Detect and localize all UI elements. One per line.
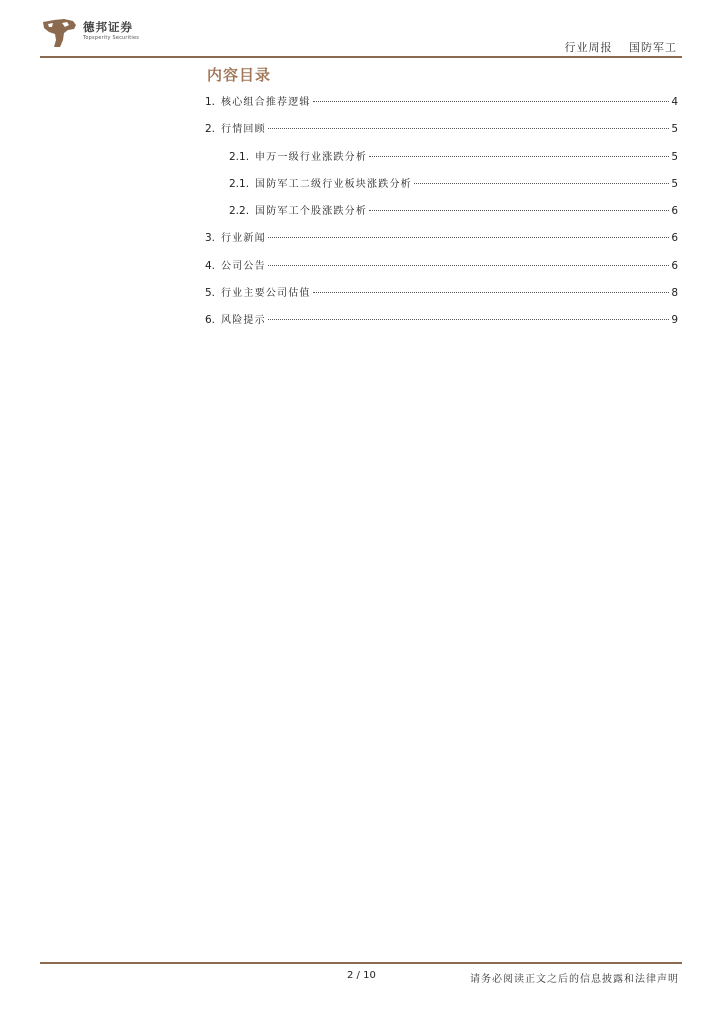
toc-entry-title: 公司公告: [221, 260, 266, 272]
deer-logo-icon: [40, 18, 78, 48]
toc-dot-leader: [268, 265, 669, 266]
toc-entry-number: 1.: [205, 96, 216, 108]
toc-subentry[interactable]: [205, 175, 678, 202]
logo-english-name: Topsperity Securities: [83, 35, 140, 41]
toc-entry-title: 行业主要公司估值: [221, 288, 311, 300]
toc-entry-page: 5: [671, 150, 678, 163]
report-sector: 国防军工: [629, 41, 677, 54]
toc-dot-leader: [369, 156, 669, 157]
toc-entry-title: 国防军工二级行业板块涨跌分析: [255, 178, 412, 190]
toc-title: 内容目录: [207, 66, 272, 84]
toc-entry-title: 申万一级行业涨跌分析: [255, 151, 368, 163]
toc-dot-leader: [313, 101, 670, 102]
report-type: 行业周报: [564, 41, 613, 54]
toc-dot-leader: [268, 128, 669, 129]
toc-entry[interactable]: [205, 284, 678, 311]
toc-subentry[interactable]: [205, 148, 678, 175]
toc-entry-number: 2.: [205, 123, 216, 136]
toc-entry-page: 6: [671, 232, 678, 245]
toc-entry-page: 6: [671, 259, 678, 272]
toc-entry-page: 4: [671, 96, 678, 108]
toc-dot-leader: [414, 183, 669, 184]
page-number: 2 / 10: [347, 970, 376, 981]
toc-entry-page: 5: [671, 177, 678, 190]
toc-entry-number: 2.1.: [229, 150, 250, 163]
toc-entry-title: 行业新闻: [221, 233, 266, 245]
toc-entry[interactable]: [205, 311, 678, 338]
disclaimer-note: 请务必阅读正文之后的信息披露和法律声明: [470, 974, 679, 985]
toc-dot-leader: [268, 319, 669, 320]
toc-entry-title: 行情回顾: [221, 124, 266, 136]
toc-entry-number: 2.2.: [229, 205, 250, 218]
toc-dot-leader: [268, 237, 669, 238]
toc-entry-number: 4.: [205, 259, 216, 272]
company-logo: [40, 18, 180, 50]
toc-dot-leader: [313, 292, 670, 293]
toc-entry-number: 3.: [205, 232, 216, 245]
toc-entry[interactable]: [205, 229, 678, 256]
toc-entry[interactable]: [205, 93, 678, 120]
toc-entry-number: 5.: [205, 287, 216, 300]
toc-entry-page: 9: [671, 314, 678, 327]
logo-chinese-name: 德邦证券: [83, 20, 133, 34]
header-divider: [40, 56, 682, 58]
toc-entry-number: 6.: [205, 314, 216, 327]
toc-entry[interactable]: [205, 120, 678, 147]
toc-subentry[interactable]: [205, 202, 678, 229]
toc-entry-number: 2.1.: [229, 177, 250, 190]
table-of-contents: [205, 93, 678, 339]
toc-entry-title: 风险提示: [221, 315, 266, 327]
toc-entry-title: 核心组合推荐逻辑: [221, 97, 311, 108]
toc-entry[interactable]: [205, 257, 678, 284]
toc-entry-page: 5: [671, 123, 678, 136]
toc-dot-leader: [369, 210, 669, 211]
report-header-label: [565, 39, 678, 55]
toc-entry-page: 8: [671, 287, 678, 300]
toc-entry-page: 6: [671, 205, 678, 218]
toc-entry-title: 国防军工个股涨跌分析: [255, 206, 368, 218]
footer-divider: [40, 962, 682, 964]
